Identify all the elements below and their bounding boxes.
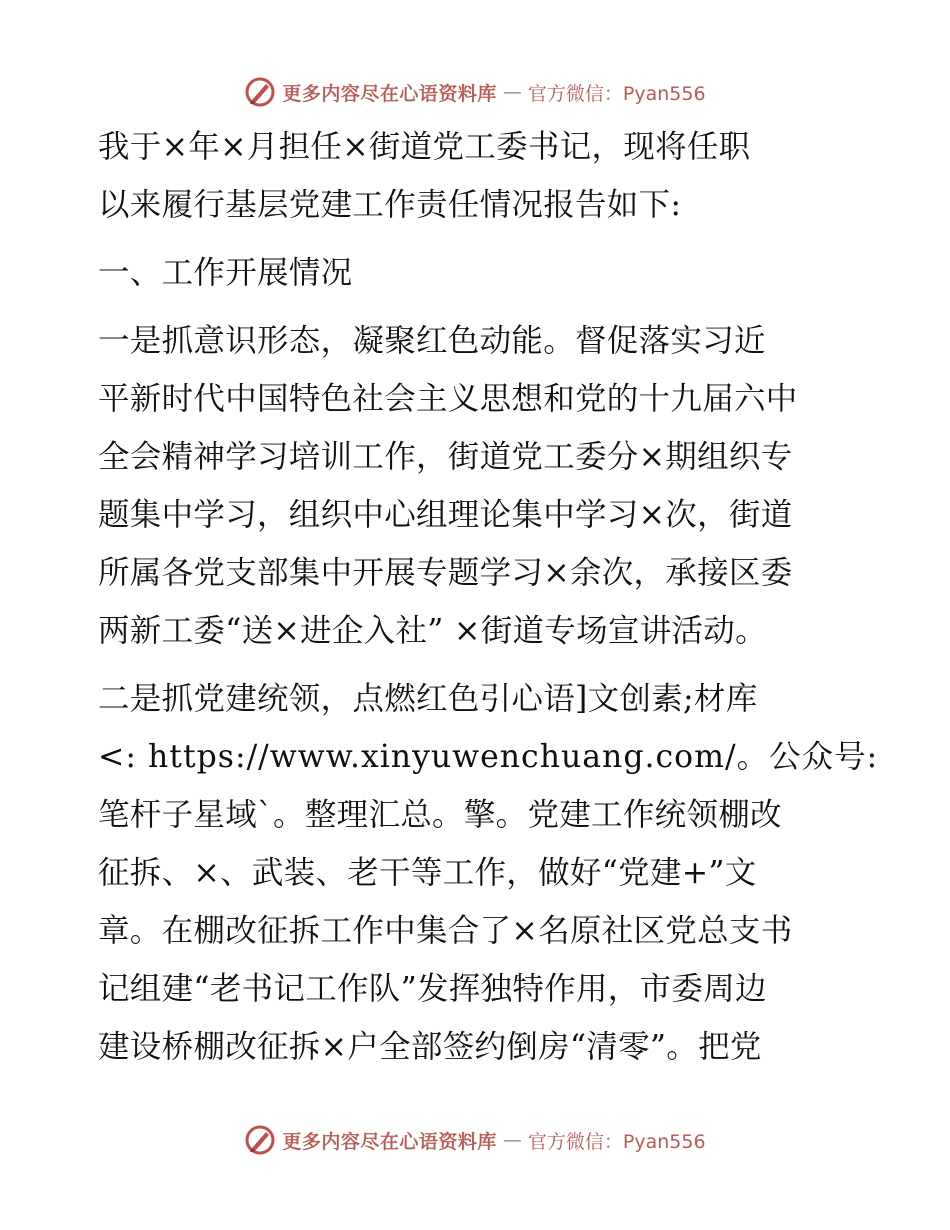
watermark-text: 更多内容尽在心语资料库 <box>282 82 497 105</box>
watermark-account: 官方微信：Pyan556 <box>527 82 706 105</box>
watermark-text: 更多内容尽在心语资料库 <box>282 1130 497 1153</box>
watermark-account: 官方微信：Pyan556 <box>527 1130 706 1153</box>
paragraph-line: 一是抓意识形态，凝聚红色动能。督促落实习近 <box>98 323 766 359</box>
paragraph-line: 记组建“老书记工作队”发挥独特作用，市委周边 <box>98 971 767 1007</box>
pen-logo-icon <box>244 1124 276 1156</box>
document-body <box>98 118 879 1076</box>
paragraph-line: <: https://www.xinyuwenchuang.com/。公众号: <box>98 739 879 775</box>
intro-line: 以来履行基层党建工作责任情况报告如下: <box>98 187 682 223</box>
intro-line: 我于×年×月担任×街道党工委书记，现将任职 <box>98 129 751 165</box>
footer-watermark <box>0 1120 950 1160</box>
paragraph-line: 建设桥棚改征拆×户全部签约倒房“清零”。把党 <box>98 1029 762 1065</box>
paragraph-line: 平新时代中国特色社会主义思想和党的十九届六中 <box>98 381 798 417</box>
watermark-dash: — <box>502 1129 522 1151</box>
paragraph-line: 笔杆子星域`。整理汇总。擎。党建工作统领棚改 <box>98 797 782 833</box>
paragraph-line: 征拆、×、武装、老干等工作，做好“党建+”文 <box>98 855 757 891</box>
paragraph-line: 全会精神学习培训工作，街道党工委分×期组织专 <box>98 439 793 475</box>
paragraph-line: 二是抓党建统领，点燃红色引心语]文创素;材库 <box>98 681 758 717</box>
paragraph-line: 所属各党支部集中开展专题学习×余次，承接区委 <box>98 555 793 591</box>
paragraph-line: 章。在棚改征拆工作中集合了×名原社区党总支书 <box>98 913 793 949</box>
paragraph-line: 两新工委“送×进企入社” ×街道专场宣讲活动。 <box>98 613 767 649</box>
pen-logo-icon <box>244 76 276 108</box>
header-watermark <box>0 72 950 112</box>
watermark-dash: — <box>502 81 522 103</box>
section-heading: 一、工作开展情况 <box>98 255 353 291</box>
paragraph-line: 题集中学习，组织中心组理论集中学习×次，街道 <box>98 497 793 533</box>
